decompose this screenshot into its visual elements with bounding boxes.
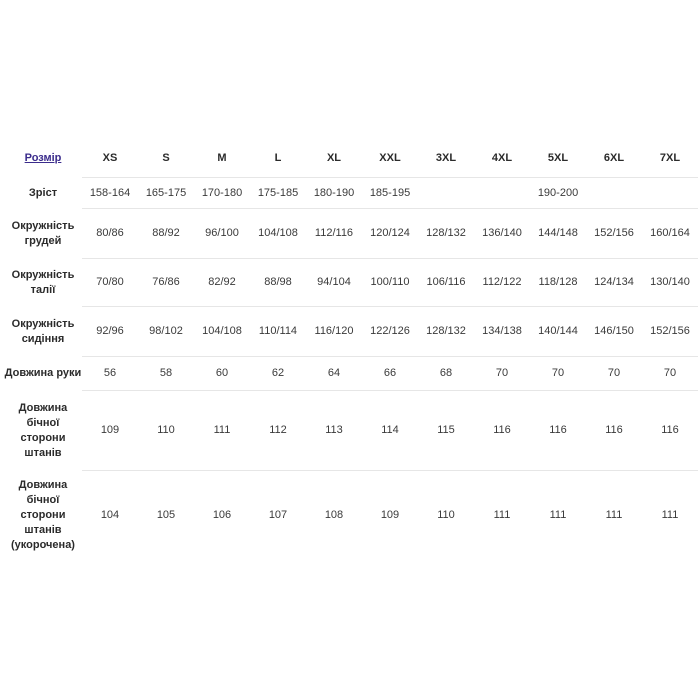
size-chart-table — [4, 139, 698, 561]
size-header-cell: 3XL — [435, 151, 457, 164]
table-cell: 56 — [82, 357, 138, 391]
table-cell: 70 — [474, 357, 530, 391]
table-cell: 106/116 — [418, 259, 474, 307]
table-cell — [474, 178, 530, 209]
size-header-cell: XS — [102, 151, 118, 164]
table-cell: 110 — [138, 391, 194, 471]
table-row — [4, 307, 698, 357]
row-label: Окружність сидіння — [11, 317, 75, 345]
table-cell: 108 — [306, 471, 362, 561]
table-cell: 107 — [250, 471, 306, 561]
table-cell: 70/80 — [82, 259, 138, 307]
table-cell: 140/144 — [530, 307, 586, 357]
row-label: Окружність грудей — [11, 219, 75, 247]
table-cell: 96/100 — [194, 209, 250, 259]
table-cell: 111 — [586, 471, 642, 561]
table-cell: 175-185 — [250, 178, 306, 209]
size-header-cell: 5XL — [547, 151, 569, 164]
table-row — [4, 209, 698, 259]
size-header-cell: XXL — [379, 151, 401, 164]
table-cell: 120/124 — [362, 209, 418, 259]
table-cell: 110 — [418, 471, 474, 561]
size-column-title[interactable]: Розмір — [24, 151, 62, 164]
table-cell: 82/92 — [194, 259, 250, 307]
table-cell: 66 — [362, 357, 418, 391]
table-cell: 80/86 — [82, 209, 138, 259]
table-row — [4, 391, 698, 471]
size-header-cell: M — [217, 151, 227, 164]
table-cell — [642, 178, 698, 209]
size-header-cell: L — [274, 151, 282, 164]
table-cell: 113 — [306, 391, 362, 471]
table-cell: 116 — [530, 391, 586, 471]
table-cell: 134/138 — [474, 307, 530, 357]
table-cell: 104/108 — [194, 307, 250, 357]
table-cell: 115 — [418, 391, 474, 471]
row-label: Довжина руки — [4, 367, 82, 379]
table-cell: 128/132 — [418, 209, 474, 259]
table-cell: 116 — [642, 391, 698, 471]
table-cell: 70 — [642, 357, 698, 391]
size-header-cell: 7XL — [659, 151, 681, 164]
table-cell: 88/92 — [138, 209, 194, 259]
table-row — [4, 178, 698, 209]
row-label: Довжина бічної сторони штанів — [18, 401, 68, 459]
table-cell: 58 — [138, 357, 194, 391]
table-cell: 70 — [530, 357, 586, 391]
table-cell: 152/156 — [642, 307, 698, 357]
table-cell: 111 — [474, 471, 530, 561]
size-header-cell: S — [162, 151, 170, 164]
table-cell: 116 — [586, 391, 642, 471]
table-cell: 60 — [194, 357, 250, 391]
table-cell: 136/140 — [474, 209, 530, 259]
table-cell: 124/134 — [586, 259, 642, 307]
table-cell: 104/108 — [250, 209, 306, 259]
table-cell: 70 — [586, 357, 642, 391]
table-cell: 190-200 — [530, 178, 586, 209]
table-cell: 98/102 — [138, 307, 194, 357]
row-label: Зріст — [28, 186, 58, 199]
table-cell: 110/114 — [250, 307, 306, 357]
table-cell: 68 — [418, 357, 474, 391]
table-cell: 112/122 — [474, 259, 530, 307]
table-cell: 109 — [82, 391, 138, 471]
table-cell: 146/150 — [586, 307, 642, 357]
table-cell: 180-190 — [306, 178, 362, 209]
table-cell: 158-164 — [82, 178, 138, 209]
table-cell: 152/156 — [586, 209, 642, 259]
table-cell: 105 — [138, 471, 194, 561]
table-cell: 100/110 — [362, 259, 418, 307]
table-cell: 170-180 — [194, 178, 250, 209]
table-cell: 118/128 — [530, 259, 586, 307]
table-cell: 111 — [194, 391, 250, 471]
table-cell: 88/98 — [250, 259, 306, 307]
table-row — [4, 357, 698, 391]
table-row — [4, 471, 698, 561]
table-cell: 116/120 — [306, 307, 362, 357]
table-cell: 112 — [250, 391, 306, 471]
size-header-cell: 6XL — [603, 151, 625, 164]
table-cell: 94/104 — [306, 259, 362, 307]
table-cell: 185-195 — [362, 178, 418, 209]
table-cell: 130/140 — [642, 259, 698, 307]
table-cell: 106 — [194, 471, 250, 561]
table-cell: 114 — [362, 391, 418, 471]
table-cell: 92/96 — [82, 307, 138, 357]
table-cell: 128/132 — [418, 307, 474, 357]
table-cell: 111 — [530, 471, 586, 561]
table-cell — [418, 178, 474, 209]
table-cell — [586, 178, 642, 209]
table-cell: 64 — [306, 357, 362, 391]
size-header-row — [4, 139, 698, 178]
table-cell: 112/116 — [306, 209, 362, 259]
table-row — [4, 259, 698, 307]
table-cell: 160/164 — [642, 209, 698, 259]
row-label: Окружність талії — [11, 268, 75, 296]
table-cell: 76/86 — [138, 259, 194, 307]
table-cell: 116 — [474, 391, 530, 471]
row-label: Довжина бічної сторони штанів (укорочена) — [11, 479, 75, 552]
size-header-cell: XL — [326, 151, 342, 164]
size-header-cell: 4XL — [491, 151, 513, 164]
table-cell: 109 — [362, 471, 418, 561]
table-cell: 104 — [82, 471, 138, 561]
table-cell: 144/148 — [530, 209, 586, 259]
table-cell: 62 — [250, 357, 306, 391]
table-cell: 165-175 — [138, 178, 194, 209]
table-cell: 111 — [642, 471, 698, 561]
table-cell: 122/126 — [362, 307, 418, 357]
